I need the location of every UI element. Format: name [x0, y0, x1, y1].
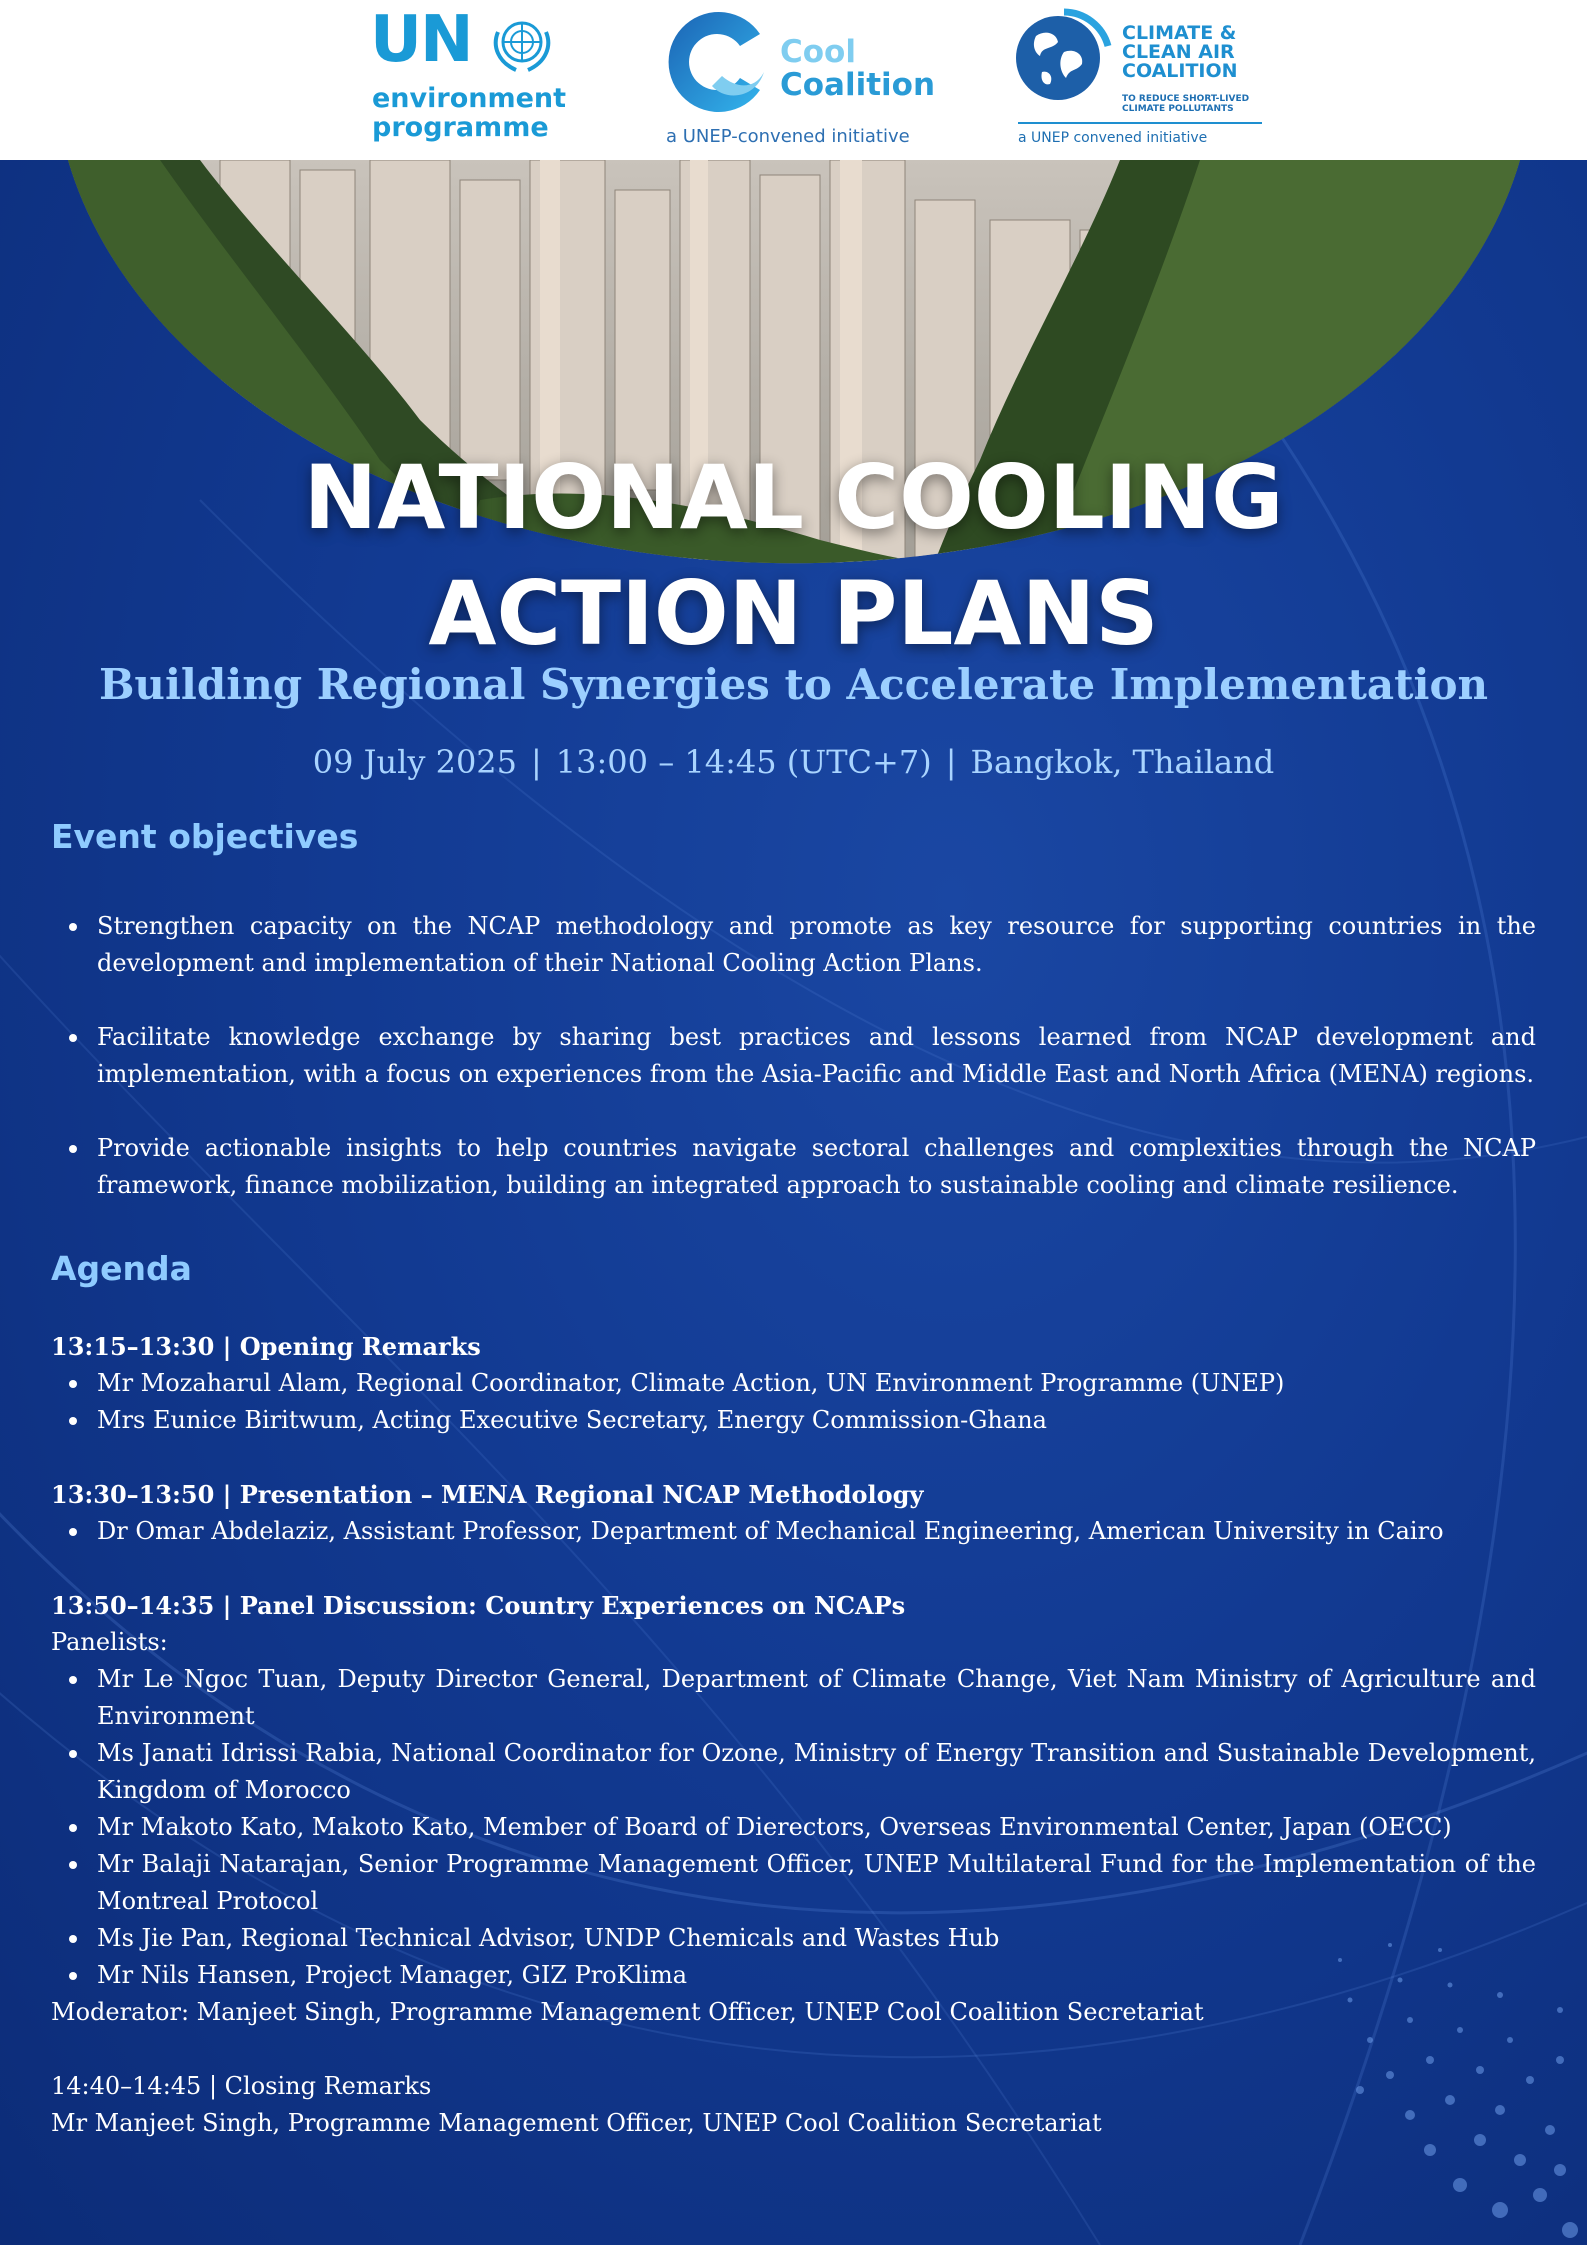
moderator-line: Moderator: Manjeet Singh, Programme Management Officer, UNEP Cool Coalition Secretariat: [51, 1998, 1204, 2026]
cool-word: Cool: [780, 34, 856, 70]
objective-item: Facilitate knowledge exchange by sharing best practices and lessons learned from NCAP development and implementation, with a focus on experiences from the Asia-Pacific and Middle East and North Africa (MENA) regions.: [51, 1019, 1536, 1093]
event-location: Bangkok, Thailand: [970, 743, 1275, 781]
objectives-heading: Event objectives: [51, 817, 359, 856]
coalition-word: Coalition: [780, 67, 936, 103]
ccac-logo: [1012, 0, 1262, 160]
event-subtitle: Building Regional Synergies to Accelerate Implementation: [98, 660, 1489, 709]
speaker-item: Mr Mozaharul Alam, Regional Coordinator, Climate Action, UN Environment Programme (UNEP): [51, 1365, 1536, 1402]
logo-header: [0, 0, 1587, 160]
agenda-heading: Agenda: [51, 1249, 192, 1288]
agenda-item-title: 13:50–14:35 | Panel Discussion: Country Experiences on NCAPs: [51, 1591, 906, 1620]
agenda-item-title: 14:40–14:45 | Closing Remarks: [51, 2072, 432, 2100]
event-title-line2: ACTION PLANS: [428, 562, 1159, 665]
panelists-label: Panelists:: [51, 1628, 168, 1656]
panelist-item: Mr Makoto Kato, Makoto Kato, Member of Board of Dierectors, Overseas Environmental Center, Japan (OECC): [51, 1809, 1536, 1846]
globe-icon: [1012, 6, 1112, 110]
ccac-line3: COALITION: [1122, 60, 1238, 82]
ccac-subtitle: [1122, 94, 1249, 114]
main-content: [51, 812, 1536, 2179]
unep-logo-text: [372, 84, 566, 142]
event-title: [0, 440, 1587, 672]
unep-logo-environment: environment: [372, 83, 567, 114]
ccac-line1: CLIMATE &: [1122, 22, 1237, 44]
event-time: 13:00 – 14:45 (UTC+7): [555, 743, 932, 781]
unep-logo-programme: programme: [372, 112, 549, 143]
speaker-item: Mrs Eunice Biritwum, Acting Executive Secretary, Energy Commission-Ghana: [51, 1402, 1536, 1439]
objectives-list: [51, 908, 1536, 1204]
event-title-line1: NATIONAL COOLING: [303, 446, 1284, 549]
panelist-item: Ms Janati Idrissi Rabia, National Coordinator for Ozone, Ministry of Energy Transition and Sustainable Development, Kingdom of Morocco: [51, 1735, 1536, 1809]
ccac-tagline: a UNEP convened initiative: [1018, 130, 1208, 146]
cool-coalition-name: [780, 36, 935, 102]
agenda-opening: [51, 1328, 1536, 1439]
closing-speaker: Mr Manjeet Singh, Programme Management Officer, UNEP Cool Coalition Secretariat: [51, 2109, 1102, 2137]
event-meta: [0, 743, 1587, 781]
ccac-divider: [1018, 122, 1262, 124]
agenda-list: [51, 1328, 1536, 2142]
unep-logo: [370, 0, 567, 160]
objective-item: Strengthen capacity on the NCAP methodology and promote as key resource for supporting countries in the development and implementation of their National Cooling Action Plans.: [51, 908, 1536, 982]
panelist-item: Mr Nils Hansen, Project Manager, GIZ ProKlima: [51, 1957, 1536, 1994]
agenda-closing: [51, 2068, 1536, 2142]
meta-separator: |: [945, 743, 957, 781]
cool-coalition-c-icon: [660, 6, 772, 118]
agenda-presentation: [51, 1476, 1536, 1550]
ccac-name: [1122, 24, 1238, 81]
agenda-item-title: 13:30–13:50 | Presentation – MENA Regional NCAP Methodology: [51, 1480, 924, 1509]
cool-coalition-tagline: a UNEP-convened initiative: [666, 126, 910, 147]
speaker-item: Dr Omar Abdelaziz, Assistant Professor, Department of Mechanical Engineering, American University in Cairo: [51, 1513, 1536, 1550]
panelist-item: Mr Le Ngoc Tuan, Deputy Director General, Department of Climate Change, Viet Nam Ministry of Agriculture and Environment: [51, 1661, 1536, 1735]
ccac-sub2: CLIMATE POLLUTANTS: [1122, 104, 1234, 114]
panelist-item: Mr Balaji Natarajan, Senior Programme Management Officer, UNEP Multilateral Fund for the Implementation of the Montreal Protocol: [51, 1846, 1536, 1920]
agenda-panel: [51, 1587, 1536, 2031]
ccac-line2: CLEAN AIR: [1122, 41, 1235, 63]
event-date: 09 July 2025: [312, 743, 518, 781]
meta-separator: |: [531, 743, 542, 781]
un-emblem-icon: [488, 12, 556, 74]
objective-item: Provide actionable insights to help countries navigate sectoral challenges and complexities through the NCAP framework, finance mobilization, building an integrated approach to sustainable cooling and climate resilience.: [51, 1130, 1536, 1204]
agenda-item-title: 13:15–13:30 | Opening Remarks: [51, 1332, 481, 1361]
panelist-item: Ms Jie Pan, Regional Technical Advisor, UNDP Chemicals and Wastes Hub: [51, 1920, 1536, 1957]
unep-logo-un: UN: [370, 3, 472, 77]
cool-coalition-logo: [660, 0, 936, 160]
ccac-sub1: TO REDUCE SHORT-LIVED: [1122, 94, 1250, 104]
